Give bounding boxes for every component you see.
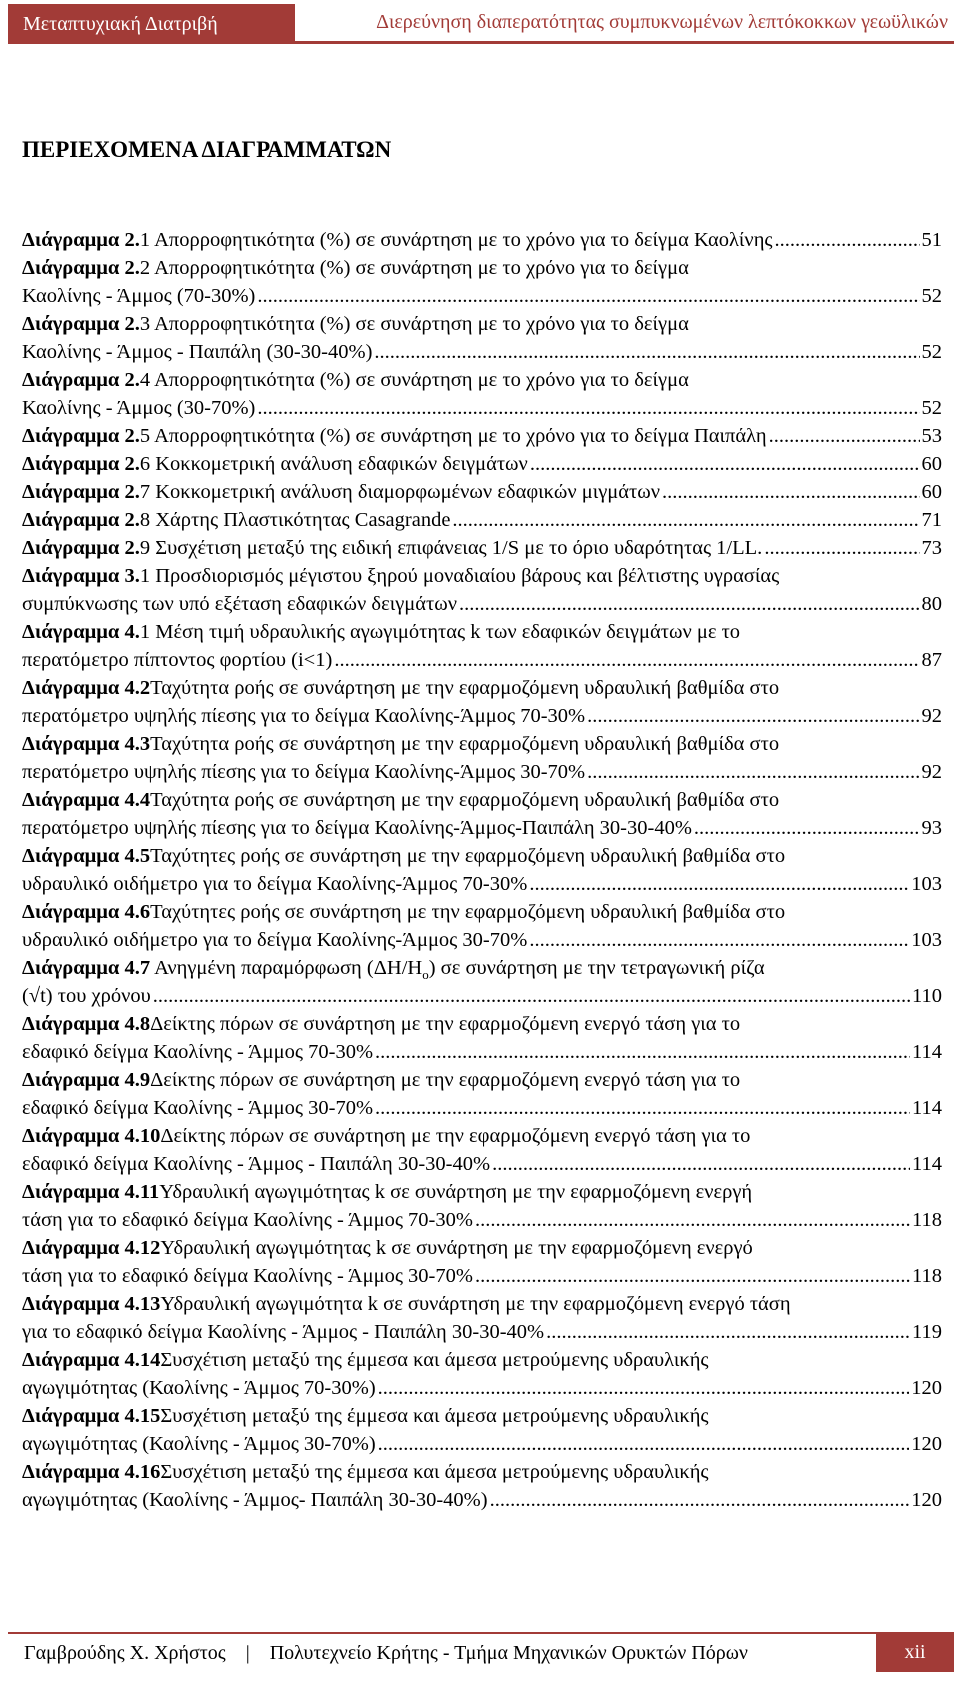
toc-entry[interactable] (22, 1178, 942, 1234)
toc-entry[interactable] (22, 1122, 942, 1178)
toc-leader-dots (775, 226, 920, 254)
toc-page-number: 103 (911, 873, 942, 895)
toc-leader-dots (769, 422, 920, 450)
toc-leader-dots (375, 1038, 910, 1066)
toc-leader-dots (694, 814, 920, 842)
toc-entry-title: 5 Απορροφητικότητα (%) σε συνάρτηση με το χρόνο για το δείγμα Παιπάλη (139, 425, 767, 447)
toc-entry-title: Δείκτης πόρων σε συνάρτηση με την εφαρμοζόμενη ενεργό τάση για το (150, 1069, 741, 1091)
toc-entry[interactable] (22, 478, 942, 506)
toc-leader-dots (375, 1094, 910, 1122)
toc-entry-subscript: ο (422, 967, 429, 983)
toc-entry-title: 6 Κοκκομετρική ανάλυση εδαφικών δειγμάτων (139, 453, 528, 475)
toc-leader-dots (153, 982, 910, 1010)
toc-entry[interactable] (22, 1458, 942, 1514)
toc-entry[interactable] (22, 1346, 942, 1402)
toc-entry-number: Διάγραμμα 2. (22, 313, 140, 335)
toc-entry[interactable] (22, 954, 942, 1010)
toc-leader-dots (475, 1262, 910, 1290)
diagram-list (22, 226, 942, 1514)
toc-leader-dots (492, 1150, 910, 1178)
toc-page-number: 71 (921, 509, 942, 531)
toc-entry-number: Διάγραμμα 4.12 (22, 1237, 161, 1259)
toc-entry-title: 9 Συσχέτιση μεταξύ της ειδική επιφάνειας 1/S με το όριο υδαρότητας 1/LL. (139, 537, 763, 559)
toc-entry[interactable] (22, 1066, 942, 1122)
toc-entry-number: Διάγραμμα 4.6 (22, 901, 151, 923)
toc-entry-number: Διάγραμμα 2. (22, 257, 140, 279)
toc-entry-title: Συσχέτιση μεταξύ της έμμεσα και άμεσα μετρούμενης υδραυλικής (160, 1405, 709, 1427)
footer-page-number: xii (876, 1632, 954, 1672)
header-document-title: Διερεύνηση διαπερατότητας συμπυκνωμένων λεπτόκοκκων γεωϋλικών (295, 4, 954, 44)
toc-entry-title: για το εδαφικό δείγμα Καολίνης - Άμμος - Παιπάλη 30-30-40% (22, 1321, 545, 1343)
toc-leader-dots (374, 338, 919, 366)
toc-entry[interactable] (22, 226, 942, 254)
toc-entry-number: Διάγραμμα 3. (22, 565, 140, 587)
toc-entry[interactable] (22, 730, 942, 786)
toc-entry[interactable] (22, 1234, 942, 1290)
toc-entry-title: ) σε συνάρτηση με την τετραγωνική ρίζα (428, 957, 765, 979)
toc-entry-number: Διάγραμμα 4.7 (22, 957, 151, 979)
toc-leader-dots (257, 394, 919, 422)
toc-entry-number: Διάγραμμα 4.11 (22, 1181, 160, 1203)
header-document-type: Μεταπτυχιακή Διατριβή (8, 4, 295, 44)
toc-page-number: 73 (921, 537, 942, 559)
toc-entry-number: Διάγραμμα 4.8 (22, 1013, 151, 1035)
toc-page-number: 93 (921, 817, 942, 839)
toc-entry-number: Διάγραμμα 4.2 (22, 677, 151, 699)
toc-entry[interactable] (22, 310, 942, 366)
toc-entry-title: περατόμετρο υψηλής πίεσης για το δείγμα Καολίνης-Άμμος 70-30% (22, 705, 586, 727)
toc-entry-title: τάση για το εδαφικό δείγμα Καολίνης - Άμμος 70-30% (22, 1209, 473, 1231)
toc-page-number: 51 (921, 229, 942, 251)
toc-entry-title: 3 Απορροφητικότητα (%) σε συνάρτηση με το χρόνο για το δείγμα (139, 313, 689, 335)
toc-page-number: 103 (911, 929, 942, 951)
toc-page-number: 87 (921, 649, 942, 671)
toc-entry-number: Διάγραμμα 2. (22, 537, 140, 559)
footer-institution: Πολυτεχνείο Κρήτης - Τμήμα Μηχανικών Ορυκτών Πόρων (269, 1641, 748, 1664)
page-title: ΠΕΡΙΕΧΟΜΕΝΑ ΔΙΑΓΡΑΜΜΑΤΩΝ (22, 137, 392, 162)
toc-leader-dots (529, 870, 909, 898)
toc-entry-title: 2 Απορροφητικότητα (%) σε συνάρτηση με το χρόνο για το δείγμα (139, 257, 689, 279)
toc-entry-title: εδαφικό δείγμα Καολίνης - Άμμος - Παιπάλη 30-30-40% (22, 1153, 491, 1175)
toc-entry-title: Ταχύτητα ροής σε συνάρτηση με την εφαρμοζόμενη υδραυλική βαθμίδα στο (150, 677, 780, 699)
toc-page-number: 60 (921, 481, 942, 503)
toc-entry-title: 7 Κοκκομετρική ανάλυση διαμορφωμένων εδαφικών μιγμάτων (139, 481, 661, 503)
toc-entry-title: Δείκτης πόρων σε συνάρτηση με την εφαρμοζόμενη ενεργό τάση για το (160, 1125, 751, 1147)
toc-entry[interactable] (22, 254, 942, 310)
toc-page-number: 118 (912, 1265, 942, 1287)
page-footer (8, 1632, 954, 1672)
toc-entry[interactable] (22, 842, 942, 898)
toc-entry[interactable] (22, 1010, 942, 1066)
toc-entry-title: Καολίνης - Άμμος - Παιπάλη (30-30-40%) (22, 341, 373, 363)
toc-entry-number: Διάγραμμα 2. (22, 425, 140, 447)
toc-entry-title: Υδραυλική αγωγιμότητας k σε συνάρτηση με την εφαρμοζόμενη ενεργή (159, 1181, 753, 1203)
toc-entry-title: Καολίνης - Άμμος (70-30%) (22, 285, 256, 307)
toc-entry[interactable] (22, 786, 942, 842)
toc-entry-number: Διάγραμμα 4. (22, 621, 140, 643)
toc-entry-title: 1 Απορροφητικότητα (%) σε συνάρτηση με το χρόνο για το δείγμα Καολίνης (139, 229, 773, 251)
toc-entry-title: Ανηγμένη παραμόρφωση (ΔΗ/Η (150, 957, 423, 979)
toc-leader-dots (529, 926, 909, 954)
toc-leader-dots (546, 1318, 910, 1346)
toc-entry-title: εδαφικό δείγμα Καολίνης - Άμμος 70-30% (22, 1041, 374, 1063)
toc-entry-number: Διάγραμμα 4.5 (22, 845, 151, 867)
toc-entry-title: Ταχύτητα ροής σε συνάρτηση με την εφαρμοζόμενη υδραυλική βαθμίδα στο (150, 789, 780, 811)
toc-page-number: 52 (921, 285, 942, 307)
toc-entry-title: 1 Μέση τιμή υδραυλικής αγωγιμότητας k των εδαφικών δειγμάτων με το (139, 621, 741, 643)
toc-entry[interactable] (22, 674, 942, 730)
toc-page-number: 120 (911, 1377, 942, 1399)
toc-page-number: 120 (911, 1433, 942, 1455)
toc-entry[interactable] (22, 422, 942, 450)
toc-leader-dots (764, 534, 919, 562)
toc-page-number: 52 (921, 397, 942, 419)
toc-entry[interactable] (22, 898, 942, 954)
toc-entry-title: Υδραυλική αγωγιμότητα k σε συνάρτηση με την εφαρμοζόμενη ενεργό τάση (160, 1293, 791, 1315)
toc-entry[interactable] (22, 450, 942, 478)
toc-entry-title: Ταχύτητες ροής σε συνάρτηση με την εφαρμοζόμενη υδραυλική βαθμίδα στο (150, 845, 786, 867)
toc-entry-number: Διάγραμμα 2. (22, 453, 140, 475)
toc-entry-number: Διάγραμμα 2. (22, 509, 140, 531)
toc-entry-title: τάση για το εδαφικό δείγμα Καολίνης - Άμμος 30-70% (22, 1265, 473, 1287)
footer-author: Γαμβρούδης Χ. Χρήστος (24, 1641, 226, 1664)
toc-page-number: 118 (912, 1209, 942, 1231)
toc-entry-number: Διάγραμμα 2. (22, 229, 140, 251)
toc-leader-dots (490, 1486, 910, 1514)
toc-entry-title: Καολίνης - Άμμος (30-70%) (22, 397, 256, 419)
toc-leader-dots (378, 1430, 910, 1458)
toc-page-number: 92 (921, 705, 942, 727)
toc-page-number: 53 (921, 425, 942, 447)
toc-entry-number: Διάγραμμα 4.3 (22, 733, 151, 755)
toc-page-number: 52 (921, 341, 942, 363)
toc-entry-title: αγωγιμότητας (Καολίνης - Άμμος 30-70%) (22, 1433, 376, 1455)
toc-entry-title: Υδραυλική αγωγιμότητας k σε συνάρτηση με την εφαρμοζόμενη ενεργό (160, 1237, 753, 1259)
toc-entry-title: 1 Προσδιορισμός μέγιστου ξηρού μοναδιαίου βάρους και βέλτιστης υγρασίας (139, 565, 780, 587)
toc-entry-number: Διάγραμμα 4.13 (22, 1293, 161, 1315)
toc-entry-title: εδαφικό δείγμα Καολίνης - Άμμος 30-70% (22, 1097, 374, 1119)
toc-entry[interactable] (22, 1402, 942, 1458)
toc-entry-number: Διάγραμμα 4.9 (22, 1069, 151, 1091)
toc-page-number: 114 (912, 1041, 942, 1063)
toc-entry-title: συμπύκνωσης των υπό εξέταση εδαφικών δειγμάτων (22, 593, 457, 615)
toc-entry-text (22, 954, 765, 982)
toc-entry[interactable] (22, 366, 942, 422)
toc-entry-number: Διάγραμμα 2. (22, 369, 140, 391)
toc-page-number: 80 (921, 593, 942, 615)
toc-entry-title: υδραυλικό οιδήμετρο για το δείγμα Καολίνης-Άμμος 70-30% (22, 873, 528, 895)
footer-credits (8, 1632, 876, 1672)
toc-entry-title: αγωγιμότητας (Καολίνης - Άμμος- Παιπάλη 30-30-40%) (22, 1489, 488, 1511)
toc-leader-dots (587, 702, 919, 730)
toc-entry-number: Διάγραμμα 4.4 (22, 789, 151, 811)
toc-entry-title: περατόμετρο πίπτοντος φορτίου (i<1) (22, 649, 333, 671)
toc-page-number: 114 (912, 1097, 942, 1119)
toc-entry-title: Συσχέτιση μεταξύ της έμμεσα και άμεσα μετρούμενης υδραυλικής (160, 1349, 709, 1371)
toc-leader-dots (459, 590, 920, 618)
toc-entry[interactable] (22, 1290, 942, 1346)
toc-entry-title: υδραυλικό οιδήμετρο για το δείγμα Καολίνης-Άμμος 30-70% (22, 929, 528, 951)
toc-entry-title: (√t) του χρόνου (22, 985, 151, 1007)
toc-entry-title: αγωγιμότητας (Καολίνης - Άμμος 70-30%) (22, 1377, 376, 1399)
toc-entry-number: Διάγραμμα 2. (22, 481, 140, 503)
toc-page-number: 92 (921, 761, 942, 783)
toc-entry-number: Διάγραμμα 4.14 (22, 1349, 161, 1371)
toc-entry-title: περατόμετρο υψηλής πίεσης για το δείγμα Καολίνης-Άμμος 30-70% (22, 761, 586, 783)
toc-leader-dots (378, 1374, 910, 1402)
toc-entry-title: 8 Χάρτης Πλαστικότητας Casagrande (139, 509, 451, 531)
toc-entry-title: Ταχύτητες ροής σε συνάρτηση με την εφαρμοζόμενη υδραυλική βαθμίδα στο (150, 901, 786, 923)
toc-entry-title: 4 Απορροφητικότητα (%) σε συνάρτηση με το χρόνο για το δείγμα (139, 369, 689, 391)
toc-entry-number: Διάγραμμα 4.10 (22, 1125, 161, 1147)
footer-separator: | (245, 1641, 250, 1664)
toc-page-number: 120 (911, 1489, 942, 1511)
toc-leader-dots (257, 282, 919, 310)
toc-page-number: 60 (921, 453, 942, 475)
toc-leader-dots (334, 646, 919, 674)
toc-page-number: 110 (912, 985, 942, 1007)
toc-entry[interactable] (22, 534, 942, 562)
toc-page-number: 119 (912, 1321, 942, 1343)
toc-entry[interactable] (22, 562, 942, 618)
toc-entry-title: περατόμετρο υψηλής πίεσης για το δείγμα Καολίνης-Άμμος-Παιπάλη 30-30-40% (22, 817, 692, 839)
toc-entry[interactable] (22, 506, 942, 534)
toc-leader-dots (662, 478, 919, 506)
toc-leader-dots (530, 450, 920, 478)
toc-entry-number: Διάγραμμα 4.16 (22, 1461, 161, 1483)
toc-leader-dots (587, 758, 919, 786)
toc-entry-title: Ταχύτητα ροής σε συνάρτηση με την εφαρμοζόμενη υδραυλική βαθμίδα στο (150, 733, 780, 755)
toc-entry-title: Δείκτης πόρων σε συνάρτηση με την εφαρμοζόμενη ενεργό τάση για το (150, 1013, 741, 1035)
toc-leader-dots (452, 506, 919, 534)
toc-entry-number: Διάγραμμα 4.15 (22, 1405, 161, 1427)
page-header (8, 4, 954, 44)
toc-page-number: 114 (912, 1153, 942, 1175)
toc-leader-dots (475, 1206, 910, 1234)
toc-entry[interactable] (22, 618, 942, 674)
toc-entry-title: Συσχέτιση μεταξύ της έμμεσα και άμεσα μετρούμενης υδραυλικής (160, 1461, 709, 1483)
